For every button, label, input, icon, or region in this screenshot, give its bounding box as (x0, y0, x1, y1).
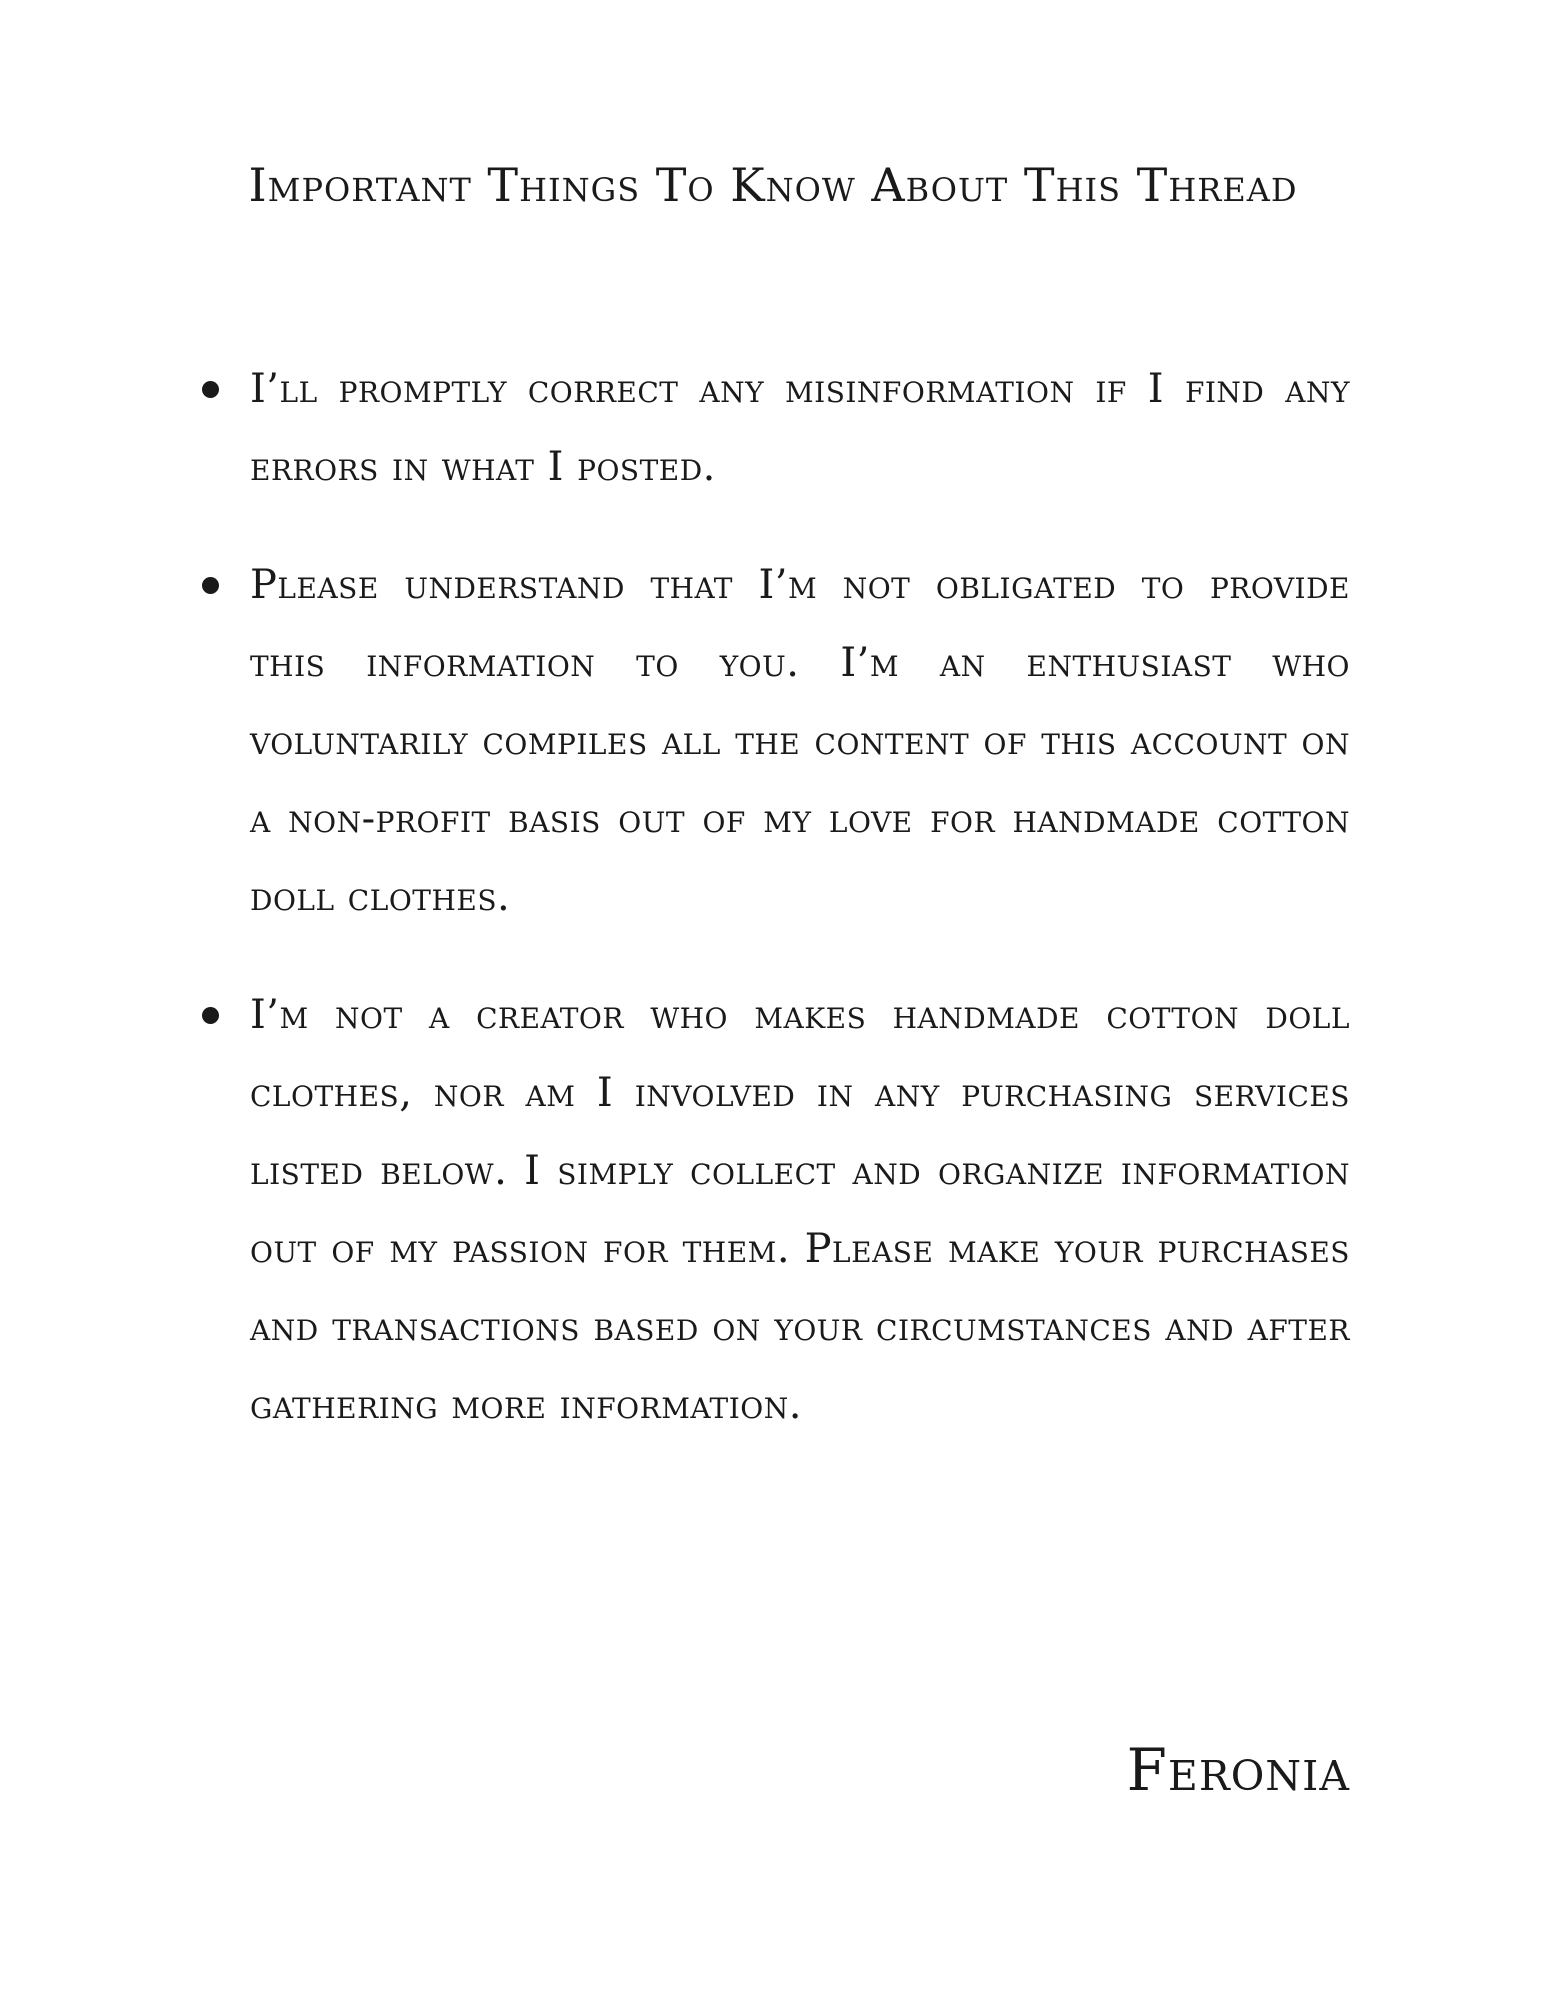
page-title: Important Things To Know About This Thread (248, 158, 1298, 212)
bullet-text: I’ll promptly correct any misinformation if I find any errors in what I posted. (250, 366, 1350, 490)
list-item (196, 976, 1350, 1444)
list-item (196, 546, 1350, 936)
signature: Feronia (1126, 1736, 1350, 1804)
bullet-text: Please understand that I’m not obligated to provide this information to you. I’m an enthusiast who voluntarily compiles all the content of this account on a non-profit basis out of my love for handmade cotton doll clothes. (250, 562, 1351, 920)
bullet-dot-icon (202, 381, 219, 398)
bullet-text: I’m not a creator who makes handmade cotton doll clothes, nor am I involved in any purchasing services listed below. I simply collect and organize information out of my passion for them. Please make your purchases and transactions based on your circumstances and after gathering more information. (250, 992, 1350, 1428)
list-item (196, 350, 1350, 506)
bullet-dot-icon (202, 577, 219, 594)
bullet-list (196, 350, 1350, 1444)
bullet-dot-icon (202, 1007, 219, 1024)
